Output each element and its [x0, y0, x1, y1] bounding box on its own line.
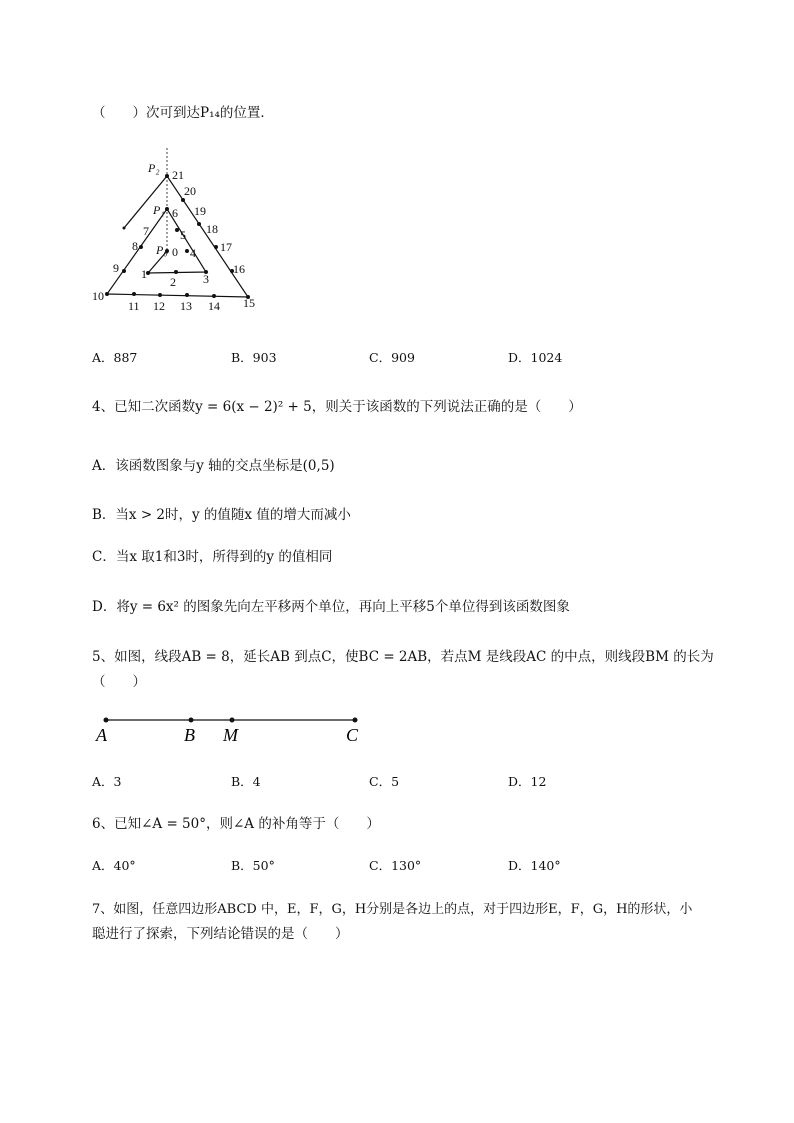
label-1: 1 — [141, 267, 147, 281]
label-16: 16 — [233, 262, 245, 276]
q5-stem-line2: （ ） — [92, 674, 146, 690]
q4-stem: 4、已知二次函数y = 6(x − 2)² + 5，则关于该函数的下列说法正确的是（ ） — [92, 399, 582, 415]
label-2: 2 — [170, 275, 176, 289]
label-4: 4 — [190, 246, 196, 260]
q7-stem-line1: 7、如图，任意四边形ABCD 中，E，F，G，H分别是各边上的点，对于四边形E，F，G，H的形状，小 — [92, 902, 693, 917]
q6-stem: 6、已知∠A = 50°，则∠A 的补角等于（ ） — [92, 816, 380, 832]
q6-option-b: B．50° — [231, 858, 275, 873]
q7-stem-line2: 聪进行了探索，下列结论错误的是（ ） — [92, 926, 349, 942]
q4-option-a: A．该函数图象与y 轴的交点坐标是(0,5) — [92, 458, 335, 474]
label-13: 13 — [180, 299, 192, 313]
label-18: 18 — [206, 222, 218, 236]
label-12: 12 — [153, 299, 165, 313]
label-p2: P₂ — [148, 161, 160, 175]
label-10: 10 — [92, 289, 104, 303]
q4-option-d: D．将y = 6x² 的图象先向左平移两个单位，再向上平移5个单位得到该函数图象 — [92, 599, 570, 615]
q5-segment-figure — [92, 710, 372, 750]
label-17: 17 — [220, 240, 232, 254]
q5-option-d: D．12 — [508, 774, 547, 789]
point-c-label: C — [346, 725, 359, 745]
q3-spiral-figure — [88, 144, 288, 324]
q6-option-a: A．40° — [92, 858, 136, 873]
q5-option-b: B．4 — [231, 774, 261, 789]
q3-stem-tail: （ ）次可到达P₁₄的位置． — [92, 105, 274, 121]
q3-option-d: D．1024 — [508, 350, 563, 365]
label-p0: P₀ — [156, 243, 168, 257]
label-0: 0 — [172, 245, 178, 259]
label-21: 21 — [172, 168, 184, 182]
q5-option-c: C．5 — [369, 774, 400, 789]
point-m-label: M — [223, 725, 238, 745]
q6-option-c: C．130° — [369, 858, 422, 873]
q5-option-a: A．3 — [92, 774, 122, 789]
label-14: 14 — [208, 299, 220, 313]
label-5: 5 — [180, 228, 186, 242]
q4-option-c: C．当x 取1和3时，所得到的y 的值相同 — [92, 549, 333, 565]
q5-stem-line1: 5、如图，线段AB = 8，延长AB 到点C，使BC = 2AB，若点M 是线段AC 的中点，则线段BM 的长为 — [92, 649, 714, 665]
label-p1: P₁ — [153, 203, 165, 217]
label-8: 8 — [132, 239, 138, 253]
point-b-label: B — [184, 725, 195, 745]
q4-option-b: B．当x > 2时，y 的值随x 值的增大而减小 — [92, 507, 351, 523]
label-6: 6 — [172, 206, 178, 220]
q6-option-d: D．140° — [508, 858, 561, 873]
q3-option-c: C．909 — [369, 350, 415, 365]
point-a-label: A — [96, 725, 107, 745]
label-7: 7 — [143, 224, 149, 238]
label-11: 11 — [128, 299, 140, 313]
label-20: 20 — [184, 184, 196, 198]
label-9: 9 — [113, 261, 119, 275]
label-19: 19 — [194, 204, 206, 218]
label-15: 15 — [243, 296, 255, 310]
q3-option-a: A．887 — [92, 350, 138, 365]
label-3: 3 — [203, 272, 209, 286]
q3-option-b: B．903 — [231, 350, 277, 365]
